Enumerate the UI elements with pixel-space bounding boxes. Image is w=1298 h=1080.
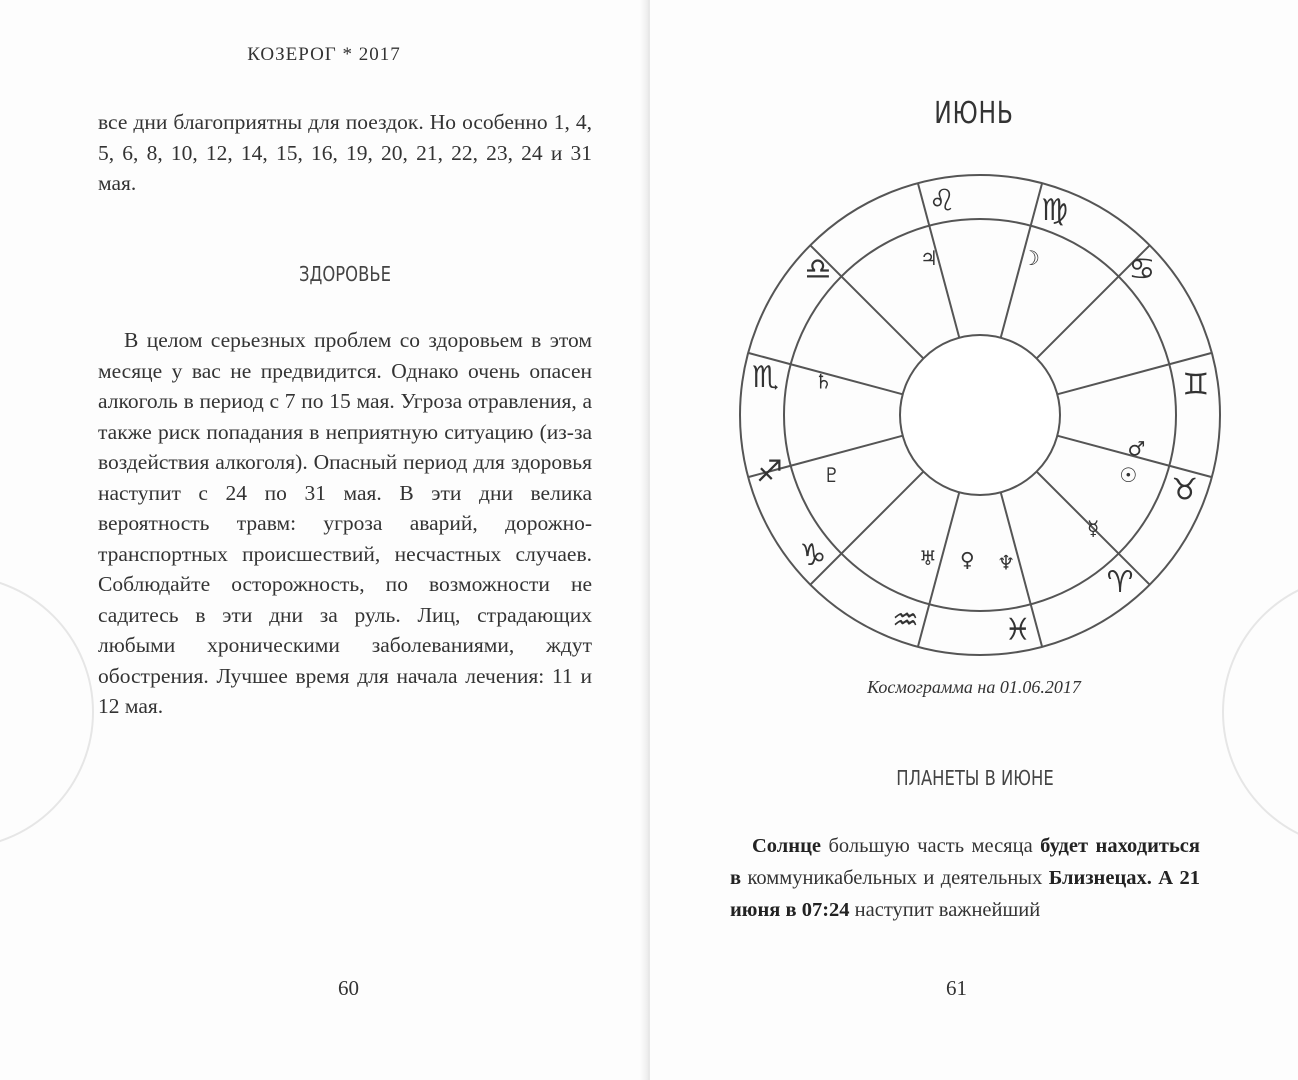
house-cusp-line bbox=[1037, 276, 1119, 358]
planet-glyph: ♂ bbox=[1127, 436, 1146, 461]
house-cusp-line bbox=[791, 364, 903, 394]
planets-paragraph: Солнце большую часть месяца будет находиться в коммуникабельных и деятельных Близнецах. А 21 июня в 07:24 наступит важнейший bbox=[730, 835, 1200, 921]
right-page bbox=[650, 0, 1298, 1080]
month-title: ИЮНЬ bbox=[934, 96, 1014, 131]
house-cusp-line bbox=[1001, 492, 1031, 604]
zodiac-sign-glyph: ♉ bbox=[1171, 472, 1199, 508]
zodiac-band-divider bbox=[1169, 353, 1212, 364]
planet-glyph: ☿ bbox=[1086, 516, 1100, 541]
zodiac-sign-glyph: ♌ bbox=[928, 183, 956, 219]
section-title-planets: ПЛАНЕТЫ В ИЮНЕ bbox=[896, 766, 1054, 790]
running-head: КОЗЕРОГ * 2017 bbox=[247, 44, 401, 65]
intro-paragraph: все дни благоприятны для поездок. Но особенно 1, 4, 5, 6, 8, 10, 12, 14, 15, 16, 19, 20, 21, 22, 23, 24 и 31 мая. bbox=[98, 110, 592, 195]
planet-glyph: ♀ bbox=[960, 547, 975, 572]
ghost-wheel-bleed-left bbox=[0, 575, 94, 849]
zodiac-sign-glyph: ♓ bbox=[1004, 612, 1032, 648]
zodiac-sign-glyph: ♍ bbox=[1041, 193, 1069, 229]
zodiac-sign-glyph: ♋ bbox=[1128, 252, 1156, 288]
page-number-left: 60 bbox=[338, 976, 359, 1000]
planet-glyph: ♇ bbox=[822, 462, 841, 487]
house-cusp-line bbox=[1001, 226, 1031, 338]
zodiac-sign-glyph: ♒ bbox=[891, 602, 919, 638]
left-page bbox=[0, 0, 648, 1080]
zodiac-sign-glyph: ♊ bbox=[1182, 367, 1210, 403]
chart-caption: Космограмма на 01.06.2017 bbox=[867, 677, 1081, 697]
house-cusp-line bbox=[929, 226, 959, 338]
wheel-inner-circle bbox=[900, 335, 1060, 495]
zodiac-sign-glyph: ♐ bbox=[755, 454, 783, 490]
cosmogram-wheel bbox=[705, 160, 1255, 670]
planet-glyph: ♆ bbox=[997, 550, 1016, 575]
zodiac-band-divider bbox=[1031, 604, 1042, 647]
planet-glyph: ♄ bbox=[814, 369, 833, 394]
house-cusp-line bbox=[841, 472, 923, 554]
zodiac-sign-glyph: ♈ bbox=[1106, 564, 1134, 600]
sun-word: Солнце bbox=[752, 835, 822, 857]
planet-glyph: ☽ bbox=[1022, 246, 1040, 271]
house-cusp-line bbox=[791, 436, 903, 466]
planet-glyph: ♅ bbox=[919, 545, 937, 570]
zodiac-sign-glyph: ♑ bbox=[799, 538, 827, 574]
house-cusp-line bbox=[1057, 364, 1169, 394]
zodiac-sign-glyph: ♏ bbox=[751, 360, 779, 396]
zodiac-band-divider bbox=[918, 183, 929, 226]
zodiac-band-divider bbox=[918, 604, 929, 647]
section-title-health: ЗДОРОВЬЕ bbox=[299, 262, 391, 286]
health-paragraph: В целом серьезных проблем со здоровьем в этом месяце у вас не предвидится. Однако очень опасен алкоголь в период с 7 по 15 мая. Угроза отравления, а также риск попадания в неприятную ситуацию (из-за воздействия алкоголя). Опасный период для здоровья наступит с 24 по 31 мая. В эти дни велика вероятность травм: угроза аварий, дорожно-транспортных происшествий, несчастных случаев. Соблюдайте осторожность, по возможности не садитесь в эти дни за руль. Лиц, страдающих любыми хроническими заболеваниями, ждут обострения. Лучшее время для начала лечения: 11 и 12 мая. bbox=[98, 328, 592, 718]
planet-glyph: ☉ bbox=[1119, 462, 1138, 487]
page-number-right: 61 bbox=[946, 976, 967, 1000]
house-cusp-line bbox=[1057, 436, 1169, 466]
planet-glyph: ♃ bbox=[920, 246, 938, 271]
house-cusp-line bbox=[1037, 472, 1119, 554]
house-cusp-line bbox=[841, 276, 923, 358]
zodiac-sign-glyph: ♎ bbox=[804, 252, 832, 288]
